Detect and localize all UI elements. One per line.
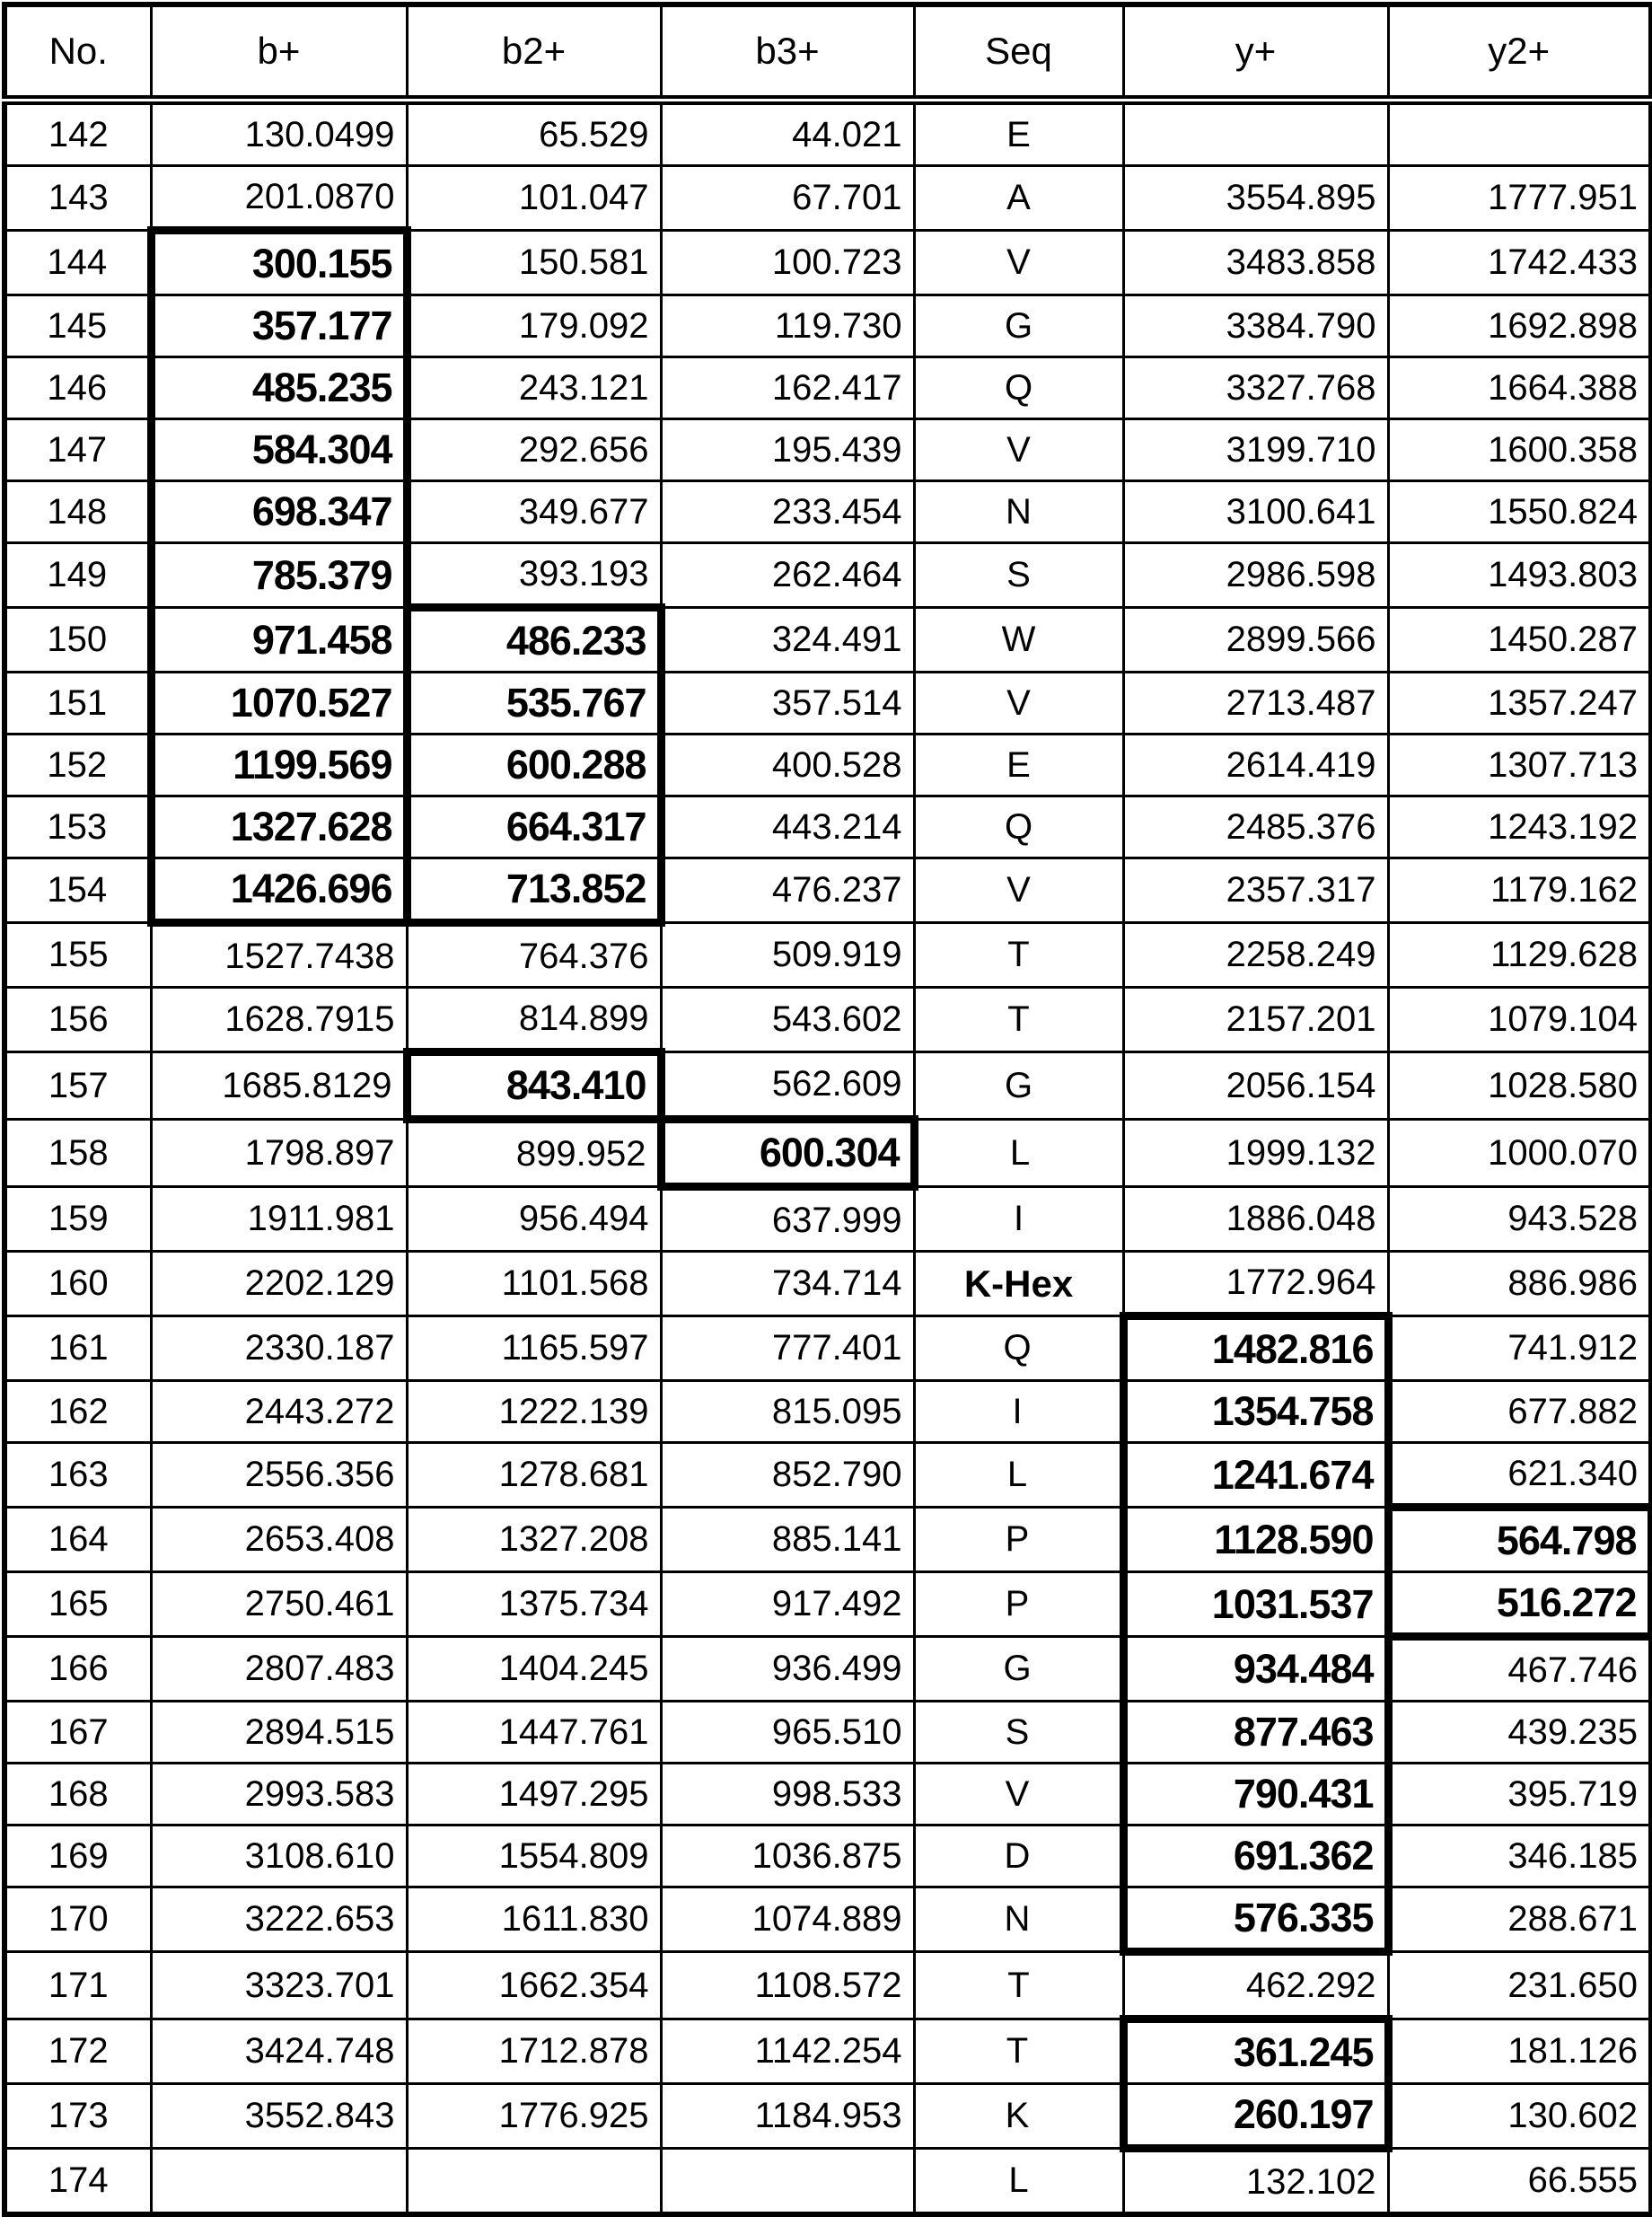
table-row xyxy=(4,1826,1651,1887)
b1-cell: 2653.408 xyxy=(151,1508,407,1572)
b3-cell: 885.141 xyxy=(661,1508,914,1572)
b2-cell: 1776.925 xyxy=(407,2084,661,2149)
b1-cell: 357.177 xyxy=(151,295,407,357)
b1-cell: 3108.610 xyxy=(151,1826,407,1887)
y1-cell: 2157.201 xyxy=(1123,988,1388,1052)
b1-cell: 3424.748 xyxy=(151,2019,407,2084)
y2-cell: 1550.824 xyxy=(1388,481,1651,543)
seq-cell: P xyxy=(914,1572,1123,1637)
y2-cell: 231.650 xyxy=(1388,1952,1651,2019)
b2-cell: 1447.761 xyxy=(407,1702,661,1764)
b3-cell: 734.714 xyxy=(661,1252,914,1316)
seq-cell: V xyxy=(914,1764,1123,1826)
b1-cell: 2993.583 xyxy=(151,1764,407,1826)
seq-cell: L xyxy=(914,1443,1123,1508)
row-number-cell: 152 xyxy=(4,735,151,796)
y2-cell: 1664.388 xyxy=(1388,357,1651,419)
y1-cell: 260.197 xyxy=(1123,2084,1388,2149)
y2-cell: 1692.898 xyxy=(1388,295,1651,357)
y2-cell: 395.719 xyxy=(1388,1764,1651,1826)
b2-cell: 1497.295 xyxy=(407,1764,661,1826)
seq-cell: V xyxy=(914,419,1123,481)
row-number-cell: 162 xyxy=(4,1381,151,1443)
y1-cell: 1241.674 xyxy=(1123,1443,1388,1508)
col-header-b2: b2+ xyxy=(407,4,661,101)
b2-cell: 1278.681 xyxy=(407,1443,661,1508)
b1-cell: 971.458 xyxy=(151,608,407,673)
b2-cell: 292.656 xyxy=(407,419,661,481)
row-number-cell: 170 xyxy=(4,1887,151,1952)
y2-cell: 886.986 xyxy=(1388,1252,1651,1316)
b3-cell: 852.790 xyxy=(661,1443,914,1508)
row-number-cell: 172 xyxy=(4,2019,151,2084)
table-row xyxy=(4,295,1651,357)
table-row xyxy=(4,796,1651,858)
y2-cell: 467.746 xyxy=(1388,1637,1651,1702)
b1-cell: 3323.701 xyxy=(151,1952,407,2019)
y2-cell: 346.185 xyxy=(1388,1826,1651,1887)
y2-cell: 1600.358 xyxy=(1388,419,1651,481)
b2-cell: 713.852 xyxy=(407,858,661,923)
table-row xyxy=(4,1052,1651,1120)
seq-cell: T xyxy=(914,2019,1123,2084)
b3-cell: 777.401 xyxy=(661,1316,914,1381)
y1-cell: 3384.790 xyxy=(1123,295,1388,357)
seq-cell: N xyxy=(914,481,1123,543)
seq-cell: T xyxy=(914,988,1123,1052)
b2-cell: 101.047 xyxy=(407,166,661,231)
row-number-cell: 164 xyxy=(4,1508,151,1572)
row-number-cell: 151 xyxy=(4,673,151,735)
table-row xyxy=(4,357,1651,419)
y2-cell: 1777.951 xyxy=(1388,166,1651,231)
y1-cell: 1031.537 xyxy=(1123,1572,1388,1637)
b1-cell: 1798.897 xyxy=(151,1120,407,1187)
y1-cell: 691.362 xyxy=(1123,1826,1388,1887)
b2-cell: 843.410 xyxy=(407,1052,661,1120)
table-header xyxy=(4,4,1651,101)
row-number-cell: 144 xyxy=(4,231,151,295)
seq-cell: I xyxy=(914,1187,1123,1252)
table-row xyxy=(4,1120,1651,1187)
y1-cell: 3483.858 xyxy=(1123,231,1388,295)
y2-cell: 1179.162 xyxy=(1388,858,1651,923)
table-row xyxy=(4,166,1651,231)
b2-cell: 664.317 xyxy=(407,796,661,858)
b2-cell: 349.677 xyxy=(407,481,661,543)
b1-cell: 2750.461 xyxy=(151,1572,407,1637)
y2-cell: 1129.628 xyxy=(1388,923,1651,988)
b3-cell: 917.492 xyxy=(661,1572,914,1637)
table-body xyxy=(4,101,1651,2215)
fragment-ion-table xyxy=(2,2,1652,2217)
b3-cell: 1108.572 xyxy=(661,1952,914,2019)
b1-cell: 485.235 xyxy=(151,357,407,419)
seq-cell: Q xyxy=(914,796,1123,858)
seq-cell: G xyxy=(914,1637,1123,1702)
b1-cell: 1911.981 xyxy=(151,1187,407,1252)
b2-cell: 956.494 xyxy=(407,1187,661,1252)
b1-cell: 1327.628 xyxy=(151,796,407,858)
b3-cell: 400.528 xyxy=(661,735,914,796)
y2-cell: 621.340 xyxy=(1388,1443,1651,1508)
b3-cell: 637.999 xyxy=(661,1187,914,1252)
table-row xyxy=(4,673,1651,735)
b1-cell: 785.379 xyxy=(151,543,407,608)
seq-cell: E xyxy=(914,735,1123,796)
table-row xyxy=(4,858,1651,923)
b2-cell: 600.288 xyxy=(407,735,661,796)
b1-cell: 201.0870 xyxy=(151,166,407,231)
table-row xyxy=(4,1764,1651,1826)
row-number-cell: 148 xyxy=(4,481,151,543)
row-number-cell: 142 xyxy=(4,101,151,166)
table-row xyxy=(4,988,1651,1052)
col-header-y1: y+ xyxy=(1123,4,1388,101)
row-number-cell: 161 xyxy=(4,1316,151,1381)
table-row xyxy=(4,608,1651,673)
b2-cell: 814.899 xyxy=(407,988,661,1052)
b3-cell: 562.609 xyxy=(661,1052,914,1120)
row-number-cell: 150 xyxy=(4,608,151,673)
b3-cell: 262.464 xyxy=(661,543,914,608)
seq-cell: W xyxy=(914,608,1123,673)
y1-cell: 934.484 xyxy=(1123,1637,1388,1702)
col-header-b3: b3+ xyxy=(661,4,914,101)
y1-cell: 2056.154 xyxy=(1123,1052,1388,1120)
b3-cell: 815.095 xyxy=(661,1381,914,1443)
y1-cell: 2258.249 xyxy=(1123,923,1388,988)
seq-cell: L xyxy=(914,1120,1123,1187)
b2-cell: 535.767 xyxy=(407,673,661,735)
y2-cell: 1028.580 xyxy=(1388,1052,1651,1120)
row-number-cell: 147 xyxy=(4,419,151,481)
table-row xyxy=(4,543,1651,608)
b3-cell: 543.602 xyxy=(661,988,914,1052)
row-number-cell: 153 xyxy=(4,796,151,858)
row-number-cell: 173 xyxy=(4,2084,151,2149)
b3-cell: 67.701 xyxy=(661,166,914,231)
b2-cell: 393.193 xyxy=(407,543,661,608)
y2-cell: 439.235 xyxy=(1388,1702,1651,1764)
b3-cell: 357.514 xyxy=(661,673,914,735)
seq-cell: I xyxy=(914,1381,1123,1443)
y1-cell: 2614.419 xyxy=(1123,735,1388,796)
y2-cell: 1742.433 xyxy=(1388,231,1651,295)
b2-cell: 179.092 xyxy=(407,295,661,357)
b2-cell: 65.529 xyxy=(407,101,661,166)
row-number-cell: 158 xyxy=(4,1120,151,1187)
col-header-seq: Seq xyxy=(914,4,1123,101)
seq-cell: P xyxy=(914,1508,1123,1572)
b2-cell: 1404.245 xyxy=(407,1637,661,1702)
b1-cell: 130.0499 xyxy=(151,101,407,166)
y1-cell xyxy=(1123,101,1388,166)
seq-cell: S xyxy=(914,543,1123,608)
y1-cell: 1354.758 xyxy=(1123,1381,1388,1443)
b3-cell: 100.723 xyxy=(661,231,914,295)
y2-cell: 1450.287 xyxy=(1388,608,1651,673)
y1-cell: 1886.048 xyxy=(1123,1187,1388,1252)
b1-cell: 1426.696 xyxy=(151,858,407,923)
y2-cell: 288.671 xyxy=(1388,1887,1651,1952)
b3-cell: 1074.889 xyxy=(661,1887,914,1952)
y2-cell: 66.555 xyxy=(1388,2149,1651,2215)
seq-cell: T xyxy=(914,923,1123,988)
b2-cell: 1101.568 xyxy=(407,1252,661,1316)
b1-cell: 300.155 xyxy=(151,231,407,295)
row-number-cell: 149 xyxy=(4,543,151,608)
row-number-cell: 166 xyxy=(4,1637,151,1702)
y1-cell: 462.292 xyxy=(1123,1952,1388,2019)
row-number-cell: 165 xyxy=(4,1572,151,1637)
table-row xyxy=(4,1887,1651,1952)
b2-cell: 1222.139 xyxy=(407,1381,661,1443)
y1-cell: 3199.710 xyxy=(1123,419,1388,481)
b1-cell: 1199.569 xyxy=(151,735,407,796)
y1-cell: 790.431 xyxy=(1123,1764,1388,1826)
b3-cell: 600.304 xyxy=(661,1120,914,1187)
row-number-cell: 160 xyxy=(4,1252,151,1316)
b1-cell: 2330.187 xyxy=(151,1316,407,1381)
seq-cell: N xyxy=(914,1887,1123,1952)
y2-cell: 741.912 xyxy=(1388,1316,1651,1381)
b1-cell: 2202.129 xyxy=(151,1252,407,1316)
y1-cell: 1482.816 xyxy=(1123,1316,1388,1381)
table-row xyxy=(4,1572,1651,1637)
y1-cell: 1999.132 xyxy=(1123,1120,1388,1187)
y2-cell: 130.602 xyxy=(1388,2084,1651,2149)
y2-cell: 1307.713 xyxy=(1388,735,1651,796)
b2-cell: 1554.809 xyxy=(407,1826,661,1887)
table-row xyxy=(4,481,1651,543)
seq-cell: T xyxy=(914,1952,1123,2019)
table-row xyxy=(4,101,1651,166)
table-row xyxy=(4,923,1651,988)
table-row xyxy=(4,231,1651,295)
seq-cell: V xyxy=(914,673,1123,735)
b1-cell: 2556.356 xyxy=(151,1443,407,1508)
row-number-cell: 159 xyxy=(4,1187,151,1252)
b2-cell: 1611.830 xyxy=(407,1887,661,1952)
b1-cell: 2894.515 xyxy=(151,1702,407,1764)
b3-cell: 443.214 xyxy=(661,796,914,858)
table-row xyxy=(4,2019,1651,2084)
y1-cell: 3100.641 xyxy=(1123,481,1388,543)
table-row xyxy=(4,1187,1651,1252)
y2-cell: 181.126 xyxy=(1388,2019,1651,2084)
b1-cell: 698.347 xyxy=(151,481,407,543)
table-row xyxy=(4,1702,1651,1764)
seq-cell: K-Hex xyxy=(914,1252,1123,1316)
y1-cell: 877.463 xyxy=(1123,1702,1388,1764)
y2-cell: 1000.070 xyxy=(1388,1120,1651,1187)
b3-cell: 936.499 xyxy=(661,1637,914,1702)
seq-cell: L xyxy=(914,2149,1123,2215)
b2-cell: 764.376 xyxy=(407,923,661,988)
b3-cell: 233.454 xyxy=(661,481,914,543)
b2-cell: 243.121 xyxy=(407,357,661,419)
b3-cell: 162.417 xyxy=(661,357,914,419)
row-number-cell: 167 xyxy=(4,1702,151,1764)
b1-cell: 2807.483 xyxy=(151,1637,407,1702)
table-row xyxy=(4,419,1651,481)
b3-cell: 44.021 xyxy=(661,101,914,166)
y1-cell: 361.245 xyxy=(1123,2019,1388,2084)
y1-cell: 2986.598 xyxy=(1123,543,1388,608)
col-header-no: No. xyxy=(4,4,151,101)
seq-cell: K xyxy=(914,2084,1123,2149)
table-row xyxy=(4,1252,1651,1316)
table-row xyxy=(4,735,1651,796)
seq-cell: G xyxy=(914,1052,1123,1120)
header-row xyxy=(4,4,1651,101)
y2-cell: 1243.192 xyxy=(1388,796,1651,858)
b3-cell: 965.510 xyxy=(661,1702,914,1764)
row-number-cell: 154 xyxy=(4,858,151,923)
table-row xyxy=(4,1443,1651,1508)
b2-cell: 1375.734 xyxy=(407,1572,661,1637)
col-header-y2: y2+ xyxy=(1388,4,1651,101)
b3-cell: 324.491 xyxy=(661,608,914,673)
b3-cell: 1184.953 xyxy=(661,2084,914,2149)
b3-cell: 1142.254 xyxy=(661,2019,914,2084)
b1-cell: 3222.653 xyxy=(151,1887,407,1952)
y2-cell: 943.528 xyxy=(1388,1187,1651,1252)
b1-cell: 584.304 xyxy=(151,419,407,481)
b3-cell: 509.919 xyxy=(661,923,914,988)
b3-cell: 998.533 xyxy=(661,1764,914,1826)
table-row xyxy=(4,1637,1651,1702)
y2-cell: 677.882 xyxy=(1388,1381,1651,1443)
b3-cell: 119.730 xyxy=(661,295,914,357)
seq-cell: A xyxy=(914,166,1123,231)
seq-cell: E xyxy=(914,101,1123,166)
y1-cell: 1772.964 xyxy=(1123,1252,1388,1316)
b3-cell: 476.237 xyxy=(661,858,914,923)
y2-cell: 1357.247 xyxy=(1388,673,1651,735)
y1-cell: 2485.376 xyxy=(1123,796,1388,858)
seq-cell: S xyxy=(914,1702,1123,1764)
b2-cell: 899.952 xyxy=(407,1120,661,1187)
y2-cell: 1079.104 xyxy=(1388,988,1651,1052)
b1-cell: 3552.843 xyxy=(151,2084,407,2149)
table-row xyxy=(4,1952,1651,2019)
row-number-cell: 143 xyxy=(4,166,151,231)
b2-cell: 1712.878 xyxy=(407,2019,661,2084)
y2-cell: 516.272 xyxy=(1388,1572,1651,1637)
b1-cell: 2443.272 xyxy=(151,1381,407,1443)
y1-cell: 2713.487 xyxy=(1123,673,1388,735)
y1-cell: 576.335 xyxy=(1123,1887,1388,1952)
b1-cell: 1527.7438 xyxy=(151,923,407,988)
table-row xyxy=(4,1316,1651,1381)
b2-cell: 1165.597 xyxy=(407,1316,661,1381)
row-number-cell: 146 xyxy=(4,357,151,419)
row-number-cell: 174 xyxy=(4,2149,151,2215)
y1-cell: 3554.895 xyxy=(1123,166,1388,231)
table-row xyxy=(4,2084,1651,2149)
y2-cell xyxy=(1388,101,1651,166)
b3-cell: 1036.875 xyxy=(661,1826,914,1887)
seq-cell: D xyxy=(914,1826,1123,1887)
seq-cell: V xyxy=(914,858,1123,923)
b2-cell: 1327.208 xyxy=(407,1508,661,1572)
row-number-cell: 169 xyxy=(4,1826,151,1887)
y1-cell: 3327.768 xyxy=(1123,357,1388,419)
y1-cell: 2357.317 xyxy=(1123,858,1388,923)
row-number-cell: 156 xyxy=(4,988,151,1052)
b1-cell: 1685.8129 xyxy=(151,1052,407,1120)
row-number-cell: 155 xyxy=(4,923,151,988)
col-header-b1: b+ xyxy=(151,4,407,101)
y2-cell: 564.798 xyxy=(1388,1508,1651,1572)
seq-cell: V xyxy=(914,231,1123,295)
row-number-cell: 168 xyxy=(4,1764,151,1826)
seq-cell: G xyxy=(914,295,1123,357)
b2-cell: 486.233 xyxy=(407,608,661,673)
b3-cell: 195.439 xyxy=(661,419,914,481)
b1-cell: 1070.527 xyxy=(151,673,407,735)
b2-cell: 1662.354 xyxy=(407,1952,661,2019)
table-row xyxy=(4,1508,1651,1572)
y1-cell: 2899.566 xyxy=(1123,608,1388,673)
row-number-cell: 157 xyxy=(4,1052,151,1120)
y1-cell: 1128.590 xyxy=(1123,1508,1388,1572)
b1-cell: 1628.7915 xyxy=(151,988,407,1052)
table-row xyxy=(4,1381,1651,1443)
y1-cell: 132.102 xyxy=(1123,2149,1388,2215)
seq-cell: Q xyxy=(914,1316,1123,1381)
seq-cell: Q xyxy=(914,357,1123,419)
row-number-cell: 145 xyxy=(4,295,151,357)
row-number-cell: 163 xyxy=(4,1443,151,1508)
b2-cell: 150.581 xyxy=(407,231,661,295)
row-number-cell: 171 xyxy=(4,1952,151,2019)
y2-cell: 1493.803 xyxy=(1388,543,1651,608)
